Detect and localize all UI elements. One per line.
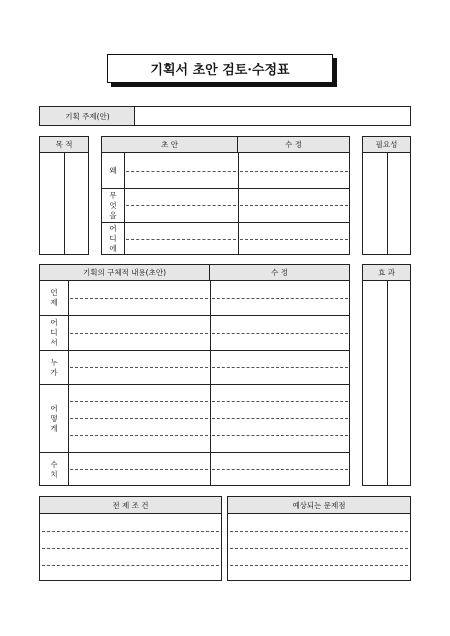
content-dash-line [70, 435, 208, 436]
effect-box [362, 264, 411, 486]
premise-dash-line [42, 531, 219, 532]
row-label-when: 언 제 [50, 288, 58, 307]
row-divider [40, 452, 349, 453]
revision-dash-line [212, 298, 348, 299]
revision-dash-line [240, 205, 348, 206]
problems-box [227, 496, 411, 581]
revision-dash-line [212, 469, 348, 470]
content-dash-line [70, 333, 208, 334]
row-divider [40, 350, 349, 351]
effect-header: 효 과 [363, 265, 410, 281]
revision-dash-line [212, 401, 348, 402]
draft-dash-line [126, 171, 236, 172]
document-title: 기획서 초안 검토·수정표 [107, 54, 333, 83]
content-revision-box [39, 264, 350, 486]
content-header: 기획의 구체적 내용(초안) [40, 265, 210, 281]
revision-dash-line [212, 333, 348, 334]
content-dash-line [70, 418, 208, 419]
row-label-what: 무 엇 을 [109, 190, 117, 220]
content-dash-line [70, 401, 208, 402]
row-label-where: 어 디 에 [109, 224, 117, 253]
premise-box [39, 496, 222, 581]
problems-header: 예상되는 문제점 [228, 497, 410, 514]
purpose-box [39, 136, 89, 255]
topic-input[interactable] [136, 107, 411, 125]
necessity-header: 필요성 [363, 137, 410, 153]
row-label-where: 어 디 서 [50, 318, 58, 347]
row-divider [102, 188, 349, 189]
problems-dash-line [230, 565, 408, 566]
purpose-divider [64, 153, 65, 255]
row-label-how: 어 떻 게 [50, 403, 58, 433]
revision-header: 수 정 [210, 265, 349, 281]
draft-dash-line [126, 239, 236, 240]
revision-dash-line [240, 239, 348, 240]
draft-revision-box [101, 136, 350, 255]
draft-header: 초 안 [102, 137, 238, 153]
draft-dash-line [126, 205, 236, 206]
draft-revision-divider [238, 153, 239, 255]
problems-dash-line [230, 531, 408, 532]
row-label-who: 누 가 [50, 357, 58, 377]
revision-dash-line [212, 435, 348, 436]
row-divider [40, 315, 349, 316]
revision-header: 수 정 [238, 137, 349, 153]
premise-dash-line [42, 565, 219, 566]
row-divider [40, 384, 349, 385]
revision-dash-line [240, 171, 348, 172]
row-divider [102, 222, 349, 223]
problems-dash-line [230, 548, 408, 549]
row-label-figures: 수 치 [50, 459, 58, 479]
premise-dash-line [42, 548, 219, 549]
revision-dash-line [212, 367, 348, 368]
topic-label: 기획 주제(안) [65, 111, 110, 121]
label-column-divider [124, 153, 125, 255]
revision-dash-line [212, 418, 348, 419]
purpose-header: 목 적 [40, 137, 88, 153]
row-label-why: 왜 [109, 165, 117, 175]
content-dash-line [70, 469, 208, 470]
content-dash-line [70, 298, 208, 299]
premise-header: 전 제 조 건 [40, 497, 221, 514]
necessity-box [362, 136, 411, 255]
effect-divider [387, 281, 388, 486]
content-dash-line [70, 367, 208, 368]
topic-row [39, 106, 411, 126]
necessity-divider [387, 153, 388, 255]
